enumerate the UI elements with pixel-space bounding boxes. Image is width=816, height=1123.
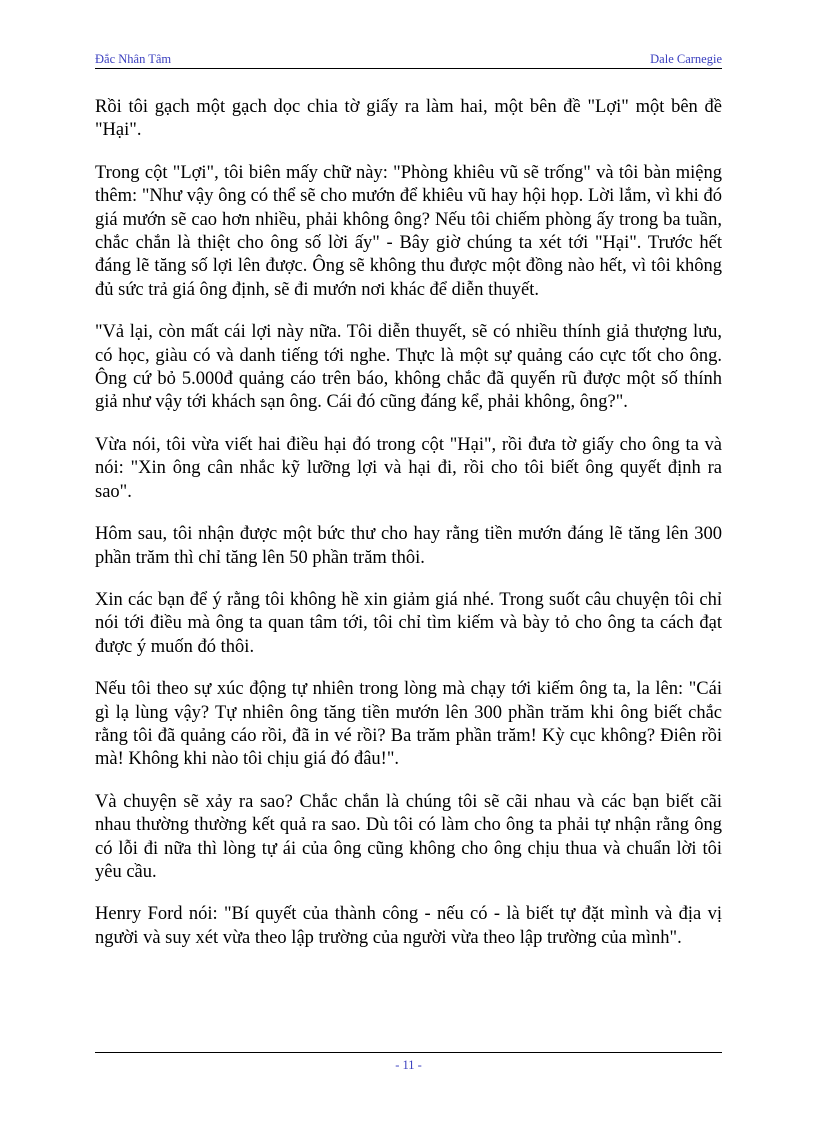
paragraph: Henry Ford nói: "Bí quyết của thành công - nếu có - là biết tự đặt mình và địa vị người và suy xét vừa theo lập trường của người vừa theo lập trường của mình". bbox=[95, 904, 722, 948]
paragraph: Rồi tôi gạch một gạch dọc chia tờ giấy ra làm hai, một bên đề "Lợi" một bên đề "Hại". bbox=[95, 97, 722, 141]
paragraph: Xin các bạn để ý rằng tôi không hề xin giảm giá nhé. Trong suốt câu chuyện tôi chỉ nói tới điều mà ông ta quan tâm tới, tôi chỉ tìm kiếm và bày tỏ cho ông ta cách đạt được ý muốn đó thôi. bbox=[95, 589, 722, 657]
page-body bbox=[95, 96, 722, 969]
paragraph: Hôm sau, tôi nhận được một bức thư cho hay rằng tiền mướn đáng lẽ tăng lên 300 phần trăm thì chỉ tăng lên 50 phần trăm thôi. bbox=[95, 524, 722, 568]
paragraph: "Vả lại, còn mất cái lợi này nữa. Tôi diễn thuyết, sẽ có nhiều thính giả thượng lưu, có học, giàu có và danh tiếng tới nghe. Thực là một sự quảng cáo cực tốt cho ông. Ông cứ bỏ 5.000đ quảng cáo trên báo, không chắc đã quyến rũ được một số thính giả như vậy tới khách sạn ông. Cái đó cũng đáng kể, phải không, ông?". bbox=[95, 322, 722, 413]
paragraph: Vừa nói, tôi vừa viết hai điều hại đó trong cột "Hại", rồi đưa tờ giấy cho ông ta và nói: "Xin ông cân nhắc kỹ lưỡng lợi và hại đi, rồi cho tôi biết ông quyết định ra sao". bbox=[95, 434, 722, 502]
book-title: Đắc Nhân Tâm bbox=[95, 52, 172, 66]
paragraph: Nếu tôi theo sự xúc động tự nhiên trong lòng mà chạy tới kiếm ông ta, la lên: "Cái gì lạ lùng vậy? Tự nhiên ông tăng tiền mướn lên 300 phần trăm khi ông biết chắc rằng tôi đã quảng cáo rồi, đã in vé rồi? Ba trăm phần trăm! Kỳ cục không? Điên rồi mà! Không khi nào tôi chịu giá đó đâu!". bbox=[95, 679, 722, 770]
page-header bbox=[95, 52, 722, 69]
footer-divider bbox=[95, 1052, 722, 1053]
page-number: - 11 - bbox=[395, 1058, 422, 1072]
paragraph: Trong cột "Lợi", tôi biên mấy chữ này: "Phòng khiêu vũ sẽ trống" và tôi bàn miệng thêm: "Như vậy ông có thể sẽ cho mướn để khiêu vũ hay hội họp. Lời lắm, vì khi đó giá mướn sẽ cao hơn nhiều, phải không ông? Nếu tôi chiếm phòng ấy trong ba tuần, chắc chắn là thiệt cho ông số lời ấy" - Bây giờ chúng ta xét tới "Hại". Trước hết đáng lẽ tăng số lợi lên được. Ông sẽ không thu được một đồng nào hết, vì tôi không đủ sức trả giá ông định, sẽ đi mướn nơi khác để diễn thuyết. bbox=[95, 162, 722, 300]
paragraph: Và chuyện sẽ xảy ra sao? Chắc chắn là chúng tôi sẽ cãi nhau và các bạn biết cãi nhau thường thường kết quả ra sao. Dù tôi có làm cho ông ta phải tự nhận rằng ông có lỗi đi nữa thì lòng tự ái của ông cũng không cho ông chịu thua và chuẩn lời tôi yêu cầu. bbox=[95, 791, 722, 882]
book-author: Dale Carnegie bbox=[650, 52, 722, 66]
